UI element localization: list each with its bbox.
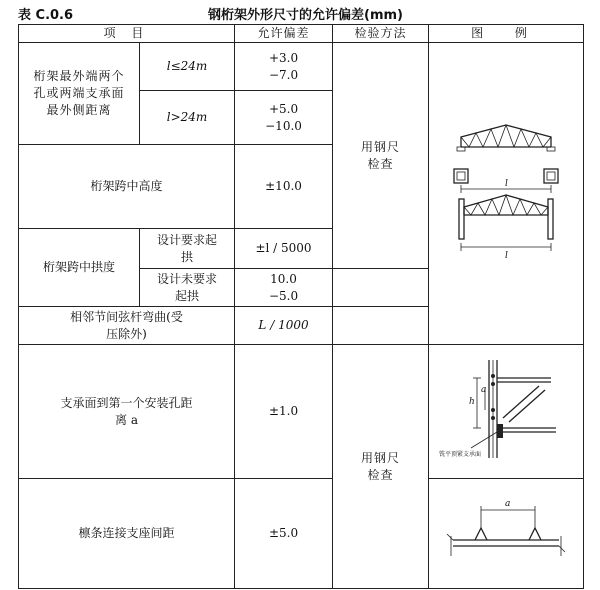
dim-l-2: l (505, 250, 508, 261)
chord-bend-label: 相邻节间弦杆弯曲(受压除外) (19, 307, 235, 345)
method-top-blank (333, 307, 429, 345)
table-row (19, 345, 584, 479)
span-end-label: 桁架最外端两个孔或两端支承面最外侧距离 (19, 43, 140, 145)
mid-height-dev: ±10.0 (235, 145, 333, 229)
method-bottom: 用钢尺检查 (333, 345, 429, 589)
purlin-label: 檩条连接支座间距 (19, 479, 235, 589)
bearing-hole-label: 支承面到第一个安装孔距离 a (19, 345, 235, 479)
chord-bend-dev: L / 1000 (235, 307, 333, 345)
method-top: 用钢尺检查 (333, 43, 429, 269)
mid-height-label: 桁架跨中高度 (19, 145, 235, 229)
purlin-dev: ±5.0 (235, 479, 333, 589)
header-row (19, 25, 584, 43)
purlin-diagram (431, 484, 581, 584)
header-method: 检验方法 (333, 25, 429, 43)
header-deviation: 允许偏差 (235, 25, 333, 43)
span-end-dev1: +3.0 −7.0 (235, 43, 333, 91)
header-figure: 图 例 (429, 25, 584, 43)
camber-cond1: 设计要求起拱 (140, 229, 235, 269)
tolerance-table (18, 24, 584, 589)
dim-a-purlin: a (505, 498, 511, 509)
dim-a: a (481, 384, 487, 395)
bearing-note: 铣平顶紧支承面 (439, 450, 482, 458)
dim-h: h (469, 396, 475, 407)
table-row (19, 479, 584, 589)
camber-label: 桁架跨中拱度 (19, 229, 140, 307)
span-end-cond1: l≤24m (140, 43, 235, 91)
dim-l-1: l (505, 178, 508, 189)
table-title: 钢桁架外形尺寸的允许偏差(mm) (208, 8, 403, 23)
span-end-cond2: l>24m (140, 91, 235, 145)
figure-purlin-cell (429, 479, 584, 589)
truss-diagram (431, 119, 581, 269)
bearing-diagram (431, 348, 581, 476)
header-item: 项 目 (19, 25, 235, 43)
figure-bearing-cell (429, 345, 584, 479)
table-row (19, 43, 584, 91)
table-caption (0, 4, 600, 24)
camber-dev2: 10.0 −5.0 (235, 269, 333, 307)
span-end-dev2: +5.0 −10.0 (235, 91, 333, 145)
bearing-hole-dev: ±1.0 (235, 345, 333, 479)
figure-truss-cell (429, 43, 584, 345)
table-number: 表 C.0.6 (18, 8, 74, 23)
camber-dev1: ±l / 5000 (235, 229, 333, 269)
camber-cond2: 设计未要求起拱 (140, 269, 235, 307)
